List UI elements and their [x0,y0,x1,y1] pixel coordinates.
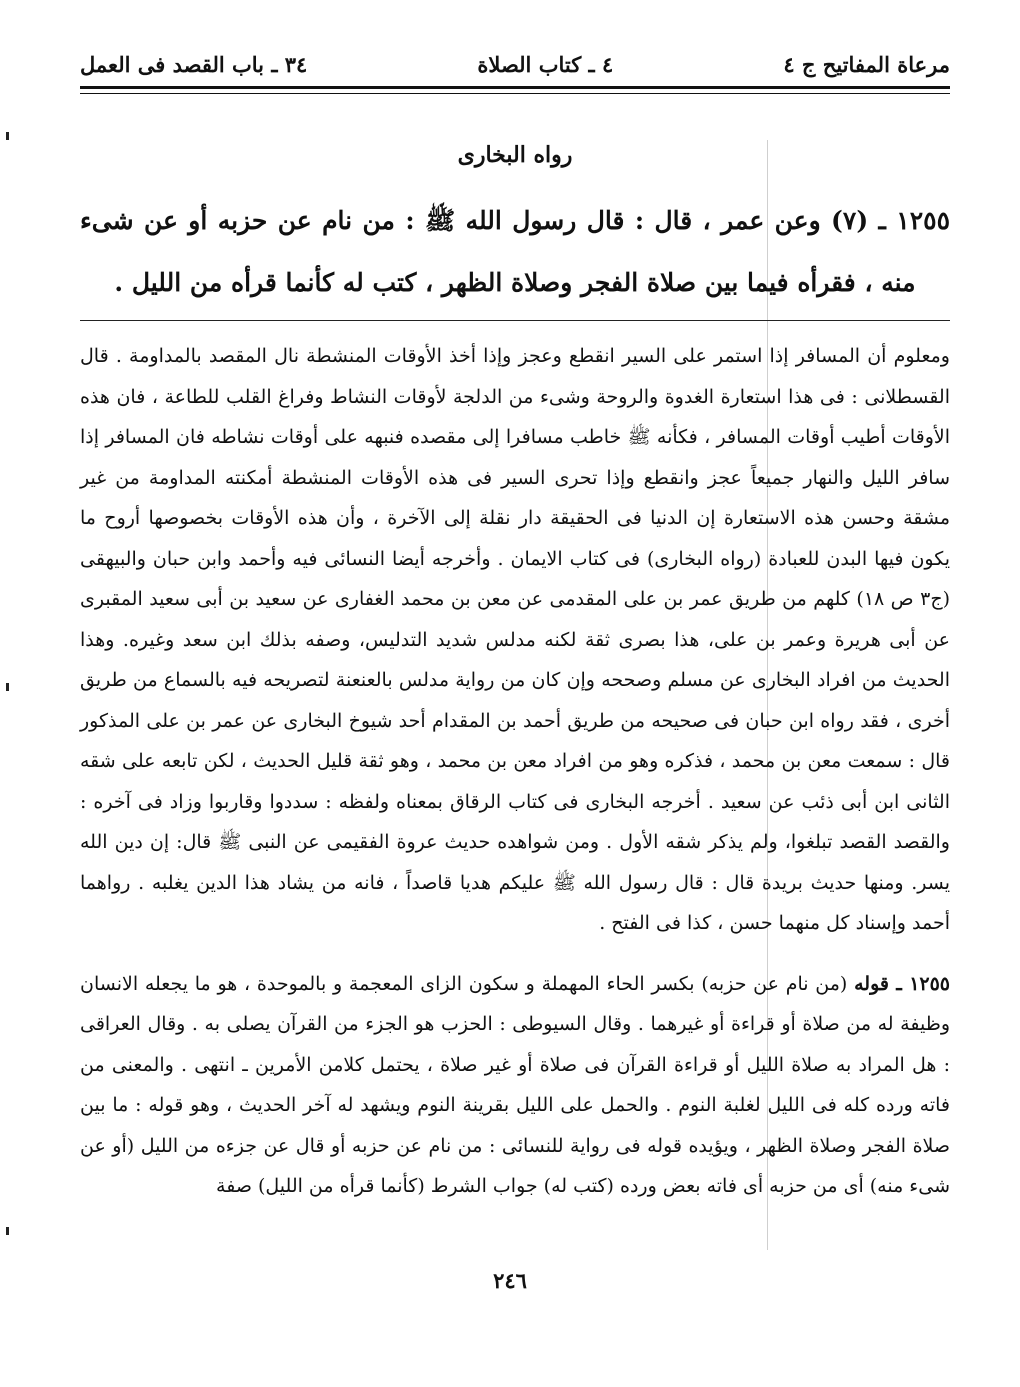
source-attribution: رواه البخارى [457,142,573,168]
hadith-text: ١٢٥٥ ـ (٧) وعن عمر ، قال : قال رسول الله ﷺ : من نام عن حزبه أو عن شىء منه ، فقرأه فيما بين صلاة الفجر وصلاة الظهر ، كتب له كأنما قرأه من الليل . [80,206,950,297]
hadith-number-lead: ١٢٥٥ ـ قوله [854,972,951,995]
header-rule-thin [80,93,950,94]
commentary-body [80,336,950,1207]
commentary-paragraph-2-text: (من نام عن حزبه) بكسر الحاء المهملة و سكون الزاى المعجمة و بالموحدة ، هو ما يجعله الانسان وظيفة له من صلاة أو قراءة أو غيرهما . وقال السيوطى : الحزب هو الجزء من القرآن يصلى به . وقال العراقى : هل المراد به صلاة الليل أو قراءة القرآن فى صلاة أو غير صلاة ، يحتمل كلامن الأمرين ـ انتهى . والمعنى من فاته ورده كله فى الليل لغلبة النوم . والحمل على الليل بقرينة النوم ويشهد له آخر الحديث ، وهو قوله : ما بين صلاة الفجر وصلاة الظهر ، ويؤيده قوله فى رواية للنسائى : من نام عن حزبه أو قال عن جزءه من الليل (أو عن شىء منه) أى من حزبه أى فاته بعض ورده (كتب له) جواب الشرط (كأنما قرأه من الليل) صفة [80,972,951,1197]
scan-speck [6,1227,9,1235]
header-rule-thick [80,86,950,89]
running-header [80,46,950,82]
text-commentary-separator [80,320,950,321]
commentary-paragraph: ومعلوم أن المسافر إذا استمر على السير انقطع وعجز وإذا أخذ الأوقات المنشطة نال المقصد بالمداومة . قال القسطلانى : فى هذا استعارة الغدوة والروحة وشىء من الدلجة لأوقات النشاط وفراغ القلب للطاعة ، فان هذه الأوقات أطيب أوقات المسافر ، فكأنه ﷺ خاطب مسافرا إلى مقصده فنبهه على أوقات نشاطه فان المسافر إذا سافر الليل والنهار جميعاً عجز وانقطع وإذا تحرى السير فى هذه الأوقات المنشطة أمكنته المداومة من غير مشقة وحسن هذه الاستعارة إن الدنيا فى الحقيقة دار نقلة إلى الآخرة ، وأن هذه الأوقات بخصوصها أروح ما يكون فيها البدن للعبادة (رواه البخارى) فى كتاب الايمان . وأخرجه أيضا النسائى فيه وأحمد وابن حبان والبيهقى (ج٣ ص ١٨) كلهم من طريق عمر بن على المقدمى عن معن بن محمد الغفارى عن سعيد بن أبى سعيد المقبرى عن أبى هريرة وعمر بن على، هذا بصرى ثقة لكنه مدلس شديد التدليس، وصفه بذلك ابن سعد وغيره. وهذا الحديث من افراد البخارى عن مسلم وصححه وإن كان من رواية مدلس بالعنعنة لتصريحه فيه بالسماع من طريق أخرى ، فقد رواه ابن حبان فى صحيحه من طريق أحمد بن المقدام أحد شيوخ البخارى عن عمر بن على المذكور قال : سمعت معن بن محمد ، فذكره وهو من افراد معن بن محمد ، وهو ثقة قليل الحديث ، لكن تابعه على شقه الثانى ابن أبى ذئب عن سعيد . أخرجه البخارى فى كتاب الرقاق بمعناه ولفظه : سددوا وقاربوا وزاد فى آخره : والقصد القصد تبلغوا، ولم يذكر شقه الأول . ومن شواهده حديث عروة الفقيمى عن النبى ﷺ قال: إن دين الله يسر. ومنها حديث بريدة قال : قال رسول الله ﷺ عليكم هديا قاصداً ، فانه من يشاد هذا الدين يغلبه . رواهما أحمد وإسناد كل منهما حسن ، كذا فى الفتح . [80,345,950,934]
scan-speck [6,132,9,140]
scan-speck [6,683,9,691]
commentary-paragraph-2 [80,964,950,1207]
paragraph-gap [80,944,950,964]
page-number: ٢٤٦ [493,1268,527,1293]
header-section: ٣٤ ـ باب القصد فى العمل [80,51,308,77]
header-chapter: ٤ ـ كتاب الصلاة [477,51,614,77]
header-book-volume: مرعاة المفاتيح ج ٤ [783,51,950,77]
